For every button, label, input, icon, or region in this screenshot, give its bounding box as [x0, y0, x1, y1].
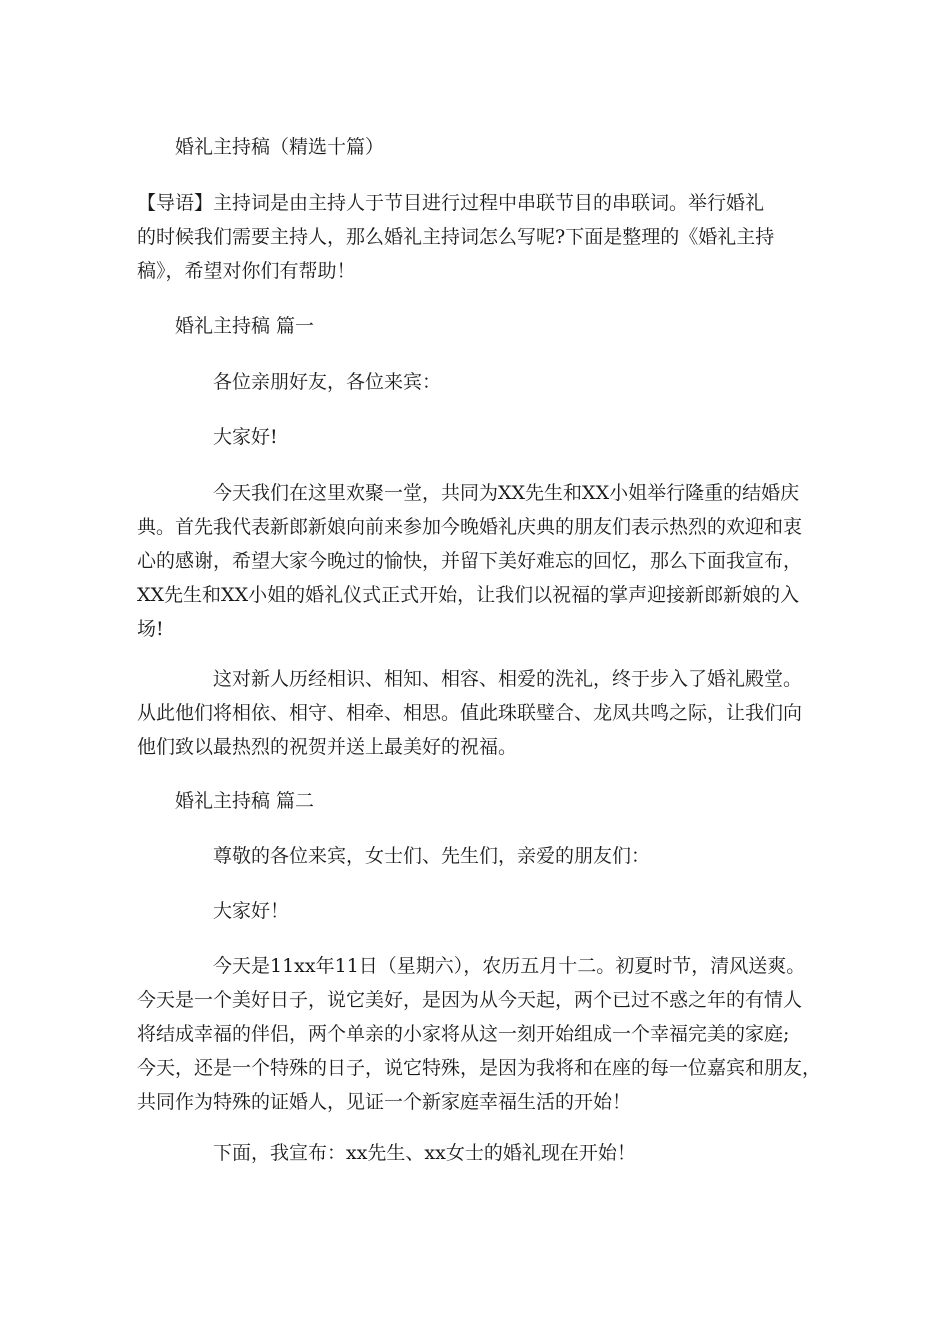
- greeting-line: 尊敬的各位来宾，女士们、先生们，亲爱的朋友们：: [213, 845, 651, 867]
- announcement-line: 下面，我宣布：xx先生、xx女士的婚礼现在开始！: [213, 1142, 636, 1164]
- paragraph-line: 典。首先我代表新郎新娘向前来参加今晚婚礼庆典的朋友们表示热烈的欢迎和衷: [137, 516, 803, 538]
- paragraph-line: 共同作为特殊的证婚人，见证一个新家庭幸福生活的开始！: [137, 1091, 632, 1113]
- section-heading: 婚礼主持稿 篇二: [175, 790, 315, 812]
- greeting-line: 各位亲朋好友，各位来宾：: [213, 371, 442, 393]
- paragraph-line: 心的感谢，希望大家今晚过的愉快，并留下美好难忘的回忆，那么下面我宣布，: [137, 550, 803, 572]
- paragraph-line: XX先生和XX小姐的婚礼仪式正式开始，让我们以祝福的掌声迎接新郎新娘的入: [137, 584, 800, 606]
- document-title: 婚礼主持稿（精选十篇）: [175, 136, 385, 158]
- paragraph-line: 今天，还是一个特殊的日子，说它特殊，是因为我将和在座的每一位嘉宾和朋友，: [137, 1057, 822, 1079]
- hello-line: 大家好！: [213, 900, 290, 922]
- paragraph-line: 从此他们将相依、相守、相牵、相思。值此珠联璧合、龙凤共鸣之际，让我们向: [137, 702, 803, 724]
- paragraph-line: 今天我们在这里欢聚一堂，共同为XX先生和XX小姐举行隆重的结婚庆: [213, 482, 800, 504]
- paragraph-line: 将结成幸福的伴侣，两个单亲的小家将从这一刻开始组成一个幸福完美的家庭;: [137, 1023, 790, 1045]
- intro-line: 的时候我们需要主持人，那么婚礼主持词怎么写呢?下面是整理的《婚礼主持: [137, 226, 775, 248]
- paragraph-line: 场!: [137, 618, 164, 640]
- paragraph-line: 今天是一个美好日子，说它美好，是因为从今天起，两个已过不惑之年的有情人: [137, 989, 803, 1011]
- paragraph-line: 今天是11xx年11日（星期六），农历五月十二。初夏时节，清风送爽。: [213, 955, 806, 977]
- intro-line: 【导语】主持词是由主持人于节目进行过程中串联节目的串联词。举行婚礼: [137, 192, 765, 214]
- section-heading: 婚礼主持稿 篇一: [175, 315, 315, 337]
- intro-line: 稿》，希望对你们有帮助！: [137, 260, 356, 282]
- paragraph-line: 他们致以最热烈的祝贺并送上最美好的祝福。: [137, 736, 518, 758]
- hello-line: 大家好!: [213, 426, 278, 448]
- paragraph-line: 这对新人历经相识、相知、相容、相爱的洗礼，终于步入了婚礼殿堂。: [213, 668, 803, 690]
